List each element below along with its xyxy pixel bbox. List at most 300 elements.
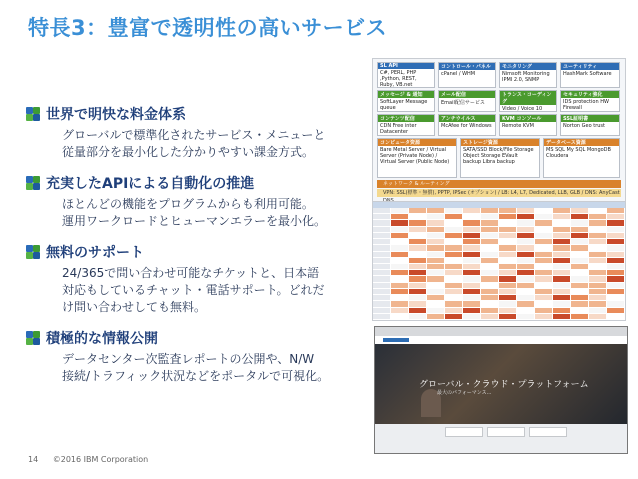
table-cell bbox=[535, 295, 552, 300]
table-cell bbox=[589, 295, 606, 300]
table-cell bbox=[535, 308, 552, 313]
table-cell bbox=[535, 289, 552, 294]
table-cell bbox=[373, 227, 390, 232]
bullet-heading: 無料のサポート bbox=[46, 245, 144, 261]
bullet-icon bbox=[26, 245, 40, 259]
table-cell bbox=[553, 220, 570, 225]
table-cell bbox=[373, 295, 390, 300]
table-cell bbox=[445, 233, 462, 238]
table-cell bbox=[409, 220, 426, 225]
table-cell bbox=[553, 233, 570, 238]
table-cell bbox=[589, 308, 606, 313]
browser-bar bbox=[375, 327, 627, 336]
table-cell bbox=[481, 295, 498, 300]
table-cell bbox=[391, 283, 408, 288]
table-cell bbox=[535, 233, 552, 238]
table-cell bbox=[445, 227, 462, 232]
table-cell bbox=[589, 283, 606, 288]
table-cell bbox=[571, 227, 588, 232]
table-cell bbox=[481, 270, 498, 275]
table-cell bbox=[571, 283, 588, 288]
bullet-body: 24/365で問い合わせ可能なチケットと、日本語 対応もしているチャット・電話サポート。どれだ け問い合わせしても無料。 bbox=[62, 266, 325, 314]
table-cell bbox=[517, 270, 534, 275]
table-cell bbox=[463, 314, 480, 319]
bullet-body: ほとんどの機能をプログラムからも利用可能。 運用ワークロードとヒューマンエラーを最小化。 bbox=[62, 197, 327, 228]
table-cell bbox=[373, 220, 390, 225]
table-cell bbox=[373, 258, 390, 263]
table-cell bbox=[445, 276, 462, 281]
table-cell bbox=[607, 208, 624, 213]
table-cell bbox=[463, 214, 480, 219]
table-cell bbox=[409, 270, 426, 275]
table-cell bbox=[535, 258, 552, 263]
service-box: モニタリング Nimsoft Monitoring IPMI 2.0, SNMP bbox=[499, 62, 557, 88]
table-cell bbox=[427, 233, 444, 238]
table-cell bbox=[499, 208, 516, 213]
table-cell bbox=[517, 276, 534, 281]
table-cell bbox=[391, 295, 408, 300]
table-cell bbox=[553, 264, 570, 269]
table-cell bbox=[517, 308, 534, 313]
table-cell bbox=[409, 252, 426, 257]
table-cell bbox=[373, 276, 390, 281]
table-cell bbox=[607, 245, 624, 250]
table-cell bbox=[427, 295, 444, 300]
table-cell bbox=[499, 283, 516, 288]
table-cell bbox=[517, 283, 534, 288]
table-cell bbox=[409, 239, 426, 244]
table-grid bbox=[373, 208, 625, 320]
table-cell bbox=[553, 283, 570, 288]
table-cell bbox=[427, 301, 444, 306]
table-cell bbox=[589, 314, 606, 319]
table-cell bbox=[463, 245, 480, 250]
table-cell bbox=[553, 301, 570, 306]
table-cell bbox=[373, 308, 390, 313]
bullet-icon bbox=[26, 176, 40, 190]
table-cell bbox=[499, 245, 516, 250]
table-cell bbox=[391, 308, 408, 313]
table-cell bbox=[373, 208, 390, 213]
table-cell bbox=[535, 270, 552, 275]
table-cell bbox=[481, 233, 498, 238]
table-cell bbox=[445, 252, 462, 257]
table-cell bbox=[499, 308, 516, 313]
table-cell bbox=[553, 308, 570, 313]
table-cell bbox=[445, 301, 462, 306]
table-cell bbox=[373, 239, 390, 244]
table-cell bbox=[517, 214, 534, 219]
website-tile bbox=[487, 427, 525, 437]
table-cell bbox=[607, 214, 624, 219]
table-cell bbox=[499, 289, 516, 294]
table-cell bbox=[409, 233, 426, 238]
table-cell bbox=[409, 314, 426, 319]
table-cell bbox=[571, 276, 588, 281]
table-cell bbox=[391, 270, 408, 275]
table-cell bbox=[373, 214, 390, 219]
table-cell bbox=[391, 220, 408, 225]
table-cell bbox=[481, 258, 498, 263]
table-cell bbox=[427, 245, 444, 250]
table-cell bbox=[481, 239, 498, 244]
table-cell bbox=[499, 295, 516, 300]
table-cell bbox=[607, 258, 624, 263]
table-cell bbox=[535, 283, 552, 288]
table-cell bbox=[517, 245, 534, 250]
table-cell bbox=[373, 314, 390, 319]
bullet-item bbox=[26, 242, 366, 316]
table-cell bbox=[553, 289, 570, 294]
bullet-icon bbox=[26, 107, 40, 121]
table-cell bbox=[427, 214, 444, 219]
table-cell bbox=[427, 252, 444, 257]
table-cell bbox=[481, 252, 498, 257]
table-cell bbox=[427, 283, 444, 288]
table-cell bbox=[553, 239, 570, 244]
table-cell bbox=[409, 276, 426, 281]
table-cell bbox=[571, 270, 588, 275]
table-cell bbox=[517, 314, 534, 319]
bullet-heading: 積極的な情報公開 bbox=[46, 331, 158, 347]
table-cell bbox=[517, 220, 534, 225]
table-cell bbox=[445, 258, 462, 263]
table-cell bbox=[589, 208, 606, 213]
network-band: ネットワーク & ルーティング bbox=[377, 180, 621, 188]
table-cell bbox=[481, 308, 498, 313]
table-cell bbox=[589, 264, 606, 269]
table-cell bbox=[571, 264, 588, 269]
table-cell bbox=[373, 264, 390, 269]
table-cell bbox=[535, 239, 552, 244]
table-cell bbox=[481, 314, 498, 319]
table-cell bbox=[427, 276, 444, 281]
table-cell bbox=[463, 289, 480, 294]
services-diagram bbox=[372, 58, 626, 202]
table-cell bbox=[589, 214, 606, 219]
table-cell bbox=[445, 239, 462, 244]
table-cell bbox=[589, 270, 606, 275]
table-cell bbox=[499, 252, 516, 257]
table-cell bbox=[499, 239, 516, 244]
table-cell bbox=[373, 270, 390, 275]
table-cell bbox=[409, 308, 426, 313]
table-cell bbox=[373, 245, 390, 250]
slide-title: 特長3：豊富で透明性の高いサービス bbox=[28, 16, 388, 40]
table-cell bbox=[445, 314, 462, 319]
table-cell bbox=[499, 227, 516, 232]
table-cell bbox=[571, 314, 588, 319]
table-cell bbox=[409, 264, 426, 269]
table-cell bbox=[445, 220, 462, 225]
table-cell bbox=[409, 283, 426, 288]
table-cell bbox=[517, 258, 534, 263]
table-cell bbox=[445, 295, 462, 300]
table-cell bbox=[445, 289, 462, 294]
table-cell bbox=[535, 227, 552, 232]
table-cell bbox=[391, 239, 408, 244]
table-cell bbox=[607, 220, 624, 225]
table-cell bbox=[517, 264, 534, 269]
table-cell bbox=[535, 208, 552, 213]
table-cell bbox=[571, 252, 588, 257]
bullet-heading: 充実したAPIによる自動化の推進 bbox=[46, 176, 255, 192]
table-cell bbox=[463, 252, 480, 257]
service-box: コントロール・パネル cPanel / WHM bbox=[438, 62, 496, 88]
table-cell bbox=[427, 314, 444, 319]
table-cell bbox=[463, 295, 480, 300]
table-cell bbox=[409, 289, 426, 294]
table-cell bbox=[535, 301, 552, 306]
table-cell bbox=[553, 252, 570, 257]
table-cell bbox=[463, 220, 480, 225]
table-cell bbox=[517, 295, 534, 300]
service-box: アンチウイルス McAfee for Windows bbox=[438, 114, 496, 136]
table-cell bbox=[481, 276, 498, 281]
table-cell bbox=[409, 258, 426, 263]
table-cell bbox=[463, 270, 480, 275]
table-cell bbox=[607, 227, 624, 232]
table-cell bbox=[517, 252, 534, 257]
table-cell bbox=[427, 227, 444, 232]
website-hero-text: グローバル・クラウド・プラットフォーム bbox=[419, 380, 589, 390]
table-cell bbox=[499, 258, 516, 263]
bullet-body: グローバルで標準化されたサービス・メニューと 従量部分を最小化した分かりやすい課金方式。 bbox=[62, 128, 326, 159]
table-cell bbox=[571, 308, 588, 313]
table-cell bbox=[463, 283, 480, 288]
table-cell bbox=[445, 308, 462, 313]
table-cell bbox=[373, 289, 390, 294]
website-screenshot bbox=[374, 326, 628, 454]
table-cell bbox=[499, 264, 516, 269]
table-cell bbox=[571, 245, 588, 250]
table-cell bbox=[607, 314, 624, 319]
table-cell bbox=[445, 264, 462, 269]
table-cell bbox=[373, 252, 390, 257]
table-cell bbox=[391, 301, 408, 306]
table-cell bbox=[535, 314, 552, 319]
table-cell bbox=[481, 301, 498, 306]
table-cell bbox=[463, 308, 480, 313]
website-logo bbox=[383, 338, 409, 342]
table-cell bbox=[589, 301, 606, 306]
table-cell bbox=[553, 314, 570, 319]
table-cell bbox=[409, 245, 426, 250]
table-cell bbox=[571, 233, 588, 238]
service-box: KVM コンソール Remote KVM bbox=[499, 114, 557, 136]
table-cell bbox=[589, 245, 606, 250]
table-cell bbox=[481, 208, 498, 213]
table-cell bbox=[607, 233, 624, 238]
table-cell bbox=[445, 208, 462, 213]
table-cell bbox=[517, 227, 534, 232]
table-cell bbox=[517, 208, 534, 213]
table-cell bbox=[553, 214, 570, 219]
table-cell bbox=[391, 214, 408, 219]
table-cell bbox=[535, 252, 552, 257]
table-cell bbox=[481, 289, 498, 294]
table-cell bbox=[481, 283, 498, 288]
table-cell bbox=[607, 239, 624, 244]
table-cell bbox=[391, 289, 408, 294]
table-cell bbox=[391, 227, 408, 232]
traffic-table-screenshot bbox=[372, 201, 626, 321]
table-cell bbox=[499, 214, 516, 219]
table-cell bbox=[517, 239, 534, 244]
table-cell bbox=[409, 227, 426, 232]
table-cell bbox=[553, 227, 570, 232]
table-cell bbox=[391, 314, 408, 319]
table-cell bbox=[553, 258, 570, 263]
table-cell bbox=[499, 233, 516, 238]
table-cell bbox=[409, 301, 426, 306]
table-cell bbox=[481, 245, 498, 250]
service-box: メール配信 Email配信サービス bbox=[438, 90, 496, 112]
table-cell bbox=[553, 276, 570, 281]
bullet-list bbox=[26, 104, 366, 397]
table-cell bbox=[427, 270, 444, 275]
table-cell bbox=[571, 301, 588, 306]
service-box: コンピュータ资源 Bare Metal Server / Virtual Server (Private Node) / Virtual Server (Public Node) bbox=[377, 138, 457, 178]
table-cell bbox=[553, 208, 570, 213]
table-cell bbox=[571, 295, 588, 300]
footer bbox=[28, 455, 160, 464]
table-cell bbox=[427, 258, 444, 263]
table-cell bbox=[427, 289, 444, 294]
table-cell bbox=[481, 264, 498, 269]
service-box: ユーティリティ HashMark Software bbox=[560, 62, 620, 88]
table-cell bbox=[391, 208, 408, 213]
table-cell bbox=[427, 308, 444, 313]
table-cell bbox=[391, 252, 408, 257]
page-number: 14 bbox=[28, 455, 39, 464]
table-cell bbox=[607, 289, 624, 294]
table-cell bbox=[571, 220, 588, 225]
table-cell bbox=[391, 276, 408, 281]
table-cell bbox=[391, 233, 408, 238]
table-cell bbox=[607, 301, 624, 306]
table-cell bbox=[499, 270, 516, 275]
table-cell bbox=[553, 295, 570, 300]
table-cell bbox=[571, 289, 588, 294]
table-cell bbox=[535, 264, 552, 269]
website-tile bbox=[445, 427, 483, 437]
table-cell bbox=[607, 283, 624, 288]
table-cell bbox=[391, 264, 408, 269]
table-cell bbox=[373, 301, 390, 306]
table-cell bbox=[427, 220, 444, 225]
table-cell bbox=[499, 276, 516, 281]
table-cell bbox=[571, 208, 588, 213]
table-cell bbox=[517, 289, 534, 294]
table-cell bbox=[445, 245, 462, 250]
table-cell bbox=[607, 276, 624, 281]
table-cell bbox=[571, 239, 588, 244]
table-cell bbox=[463, 239, 480, 244]
table-cell bbox=[463, 227, 480, 232]
table-cell bbox=[535, 245, 552, 250]
table-cell bbox=[553, 270, 570, 275]
table-cell bbox=[409, 208, 426, 213]
table-cell bbox=[517, 233, 534, 238]
table-cell bbox=[589, 258, 606, 263]
table-cell bbox=[535, 220, 552, 225]
service-box: データベース資源 MS SQL My SQL MongoDB Cloudera bbox=[543, 138, 620, 178]
table-cell bbox=[499, 301, 516, 306]
table-cell bbox=[589, 227, 606, 232]
table-cell bbox=[553, 245, 570, 250]
table-cell bbox=[481, 220, 498, 225]
bullet-item bbox=[26, 173, 366, 230]
table-cell bbox=[463, 264, 480, 269]
table-cell bbox=[607, 295, 624, 300]
table-cell bbox=[607, 252, 624, 257]
bullet-heading: 世界で明快な料金体系 bbox=[46, 107, 186, 123]
table-cell bbox=[571, 258, 588, 263]
table-cell bbox=[571, 214, 588, 219]
table-cell bbox=[409, 214, 426, 219]
table-cell bbox=[445, 270, 462, 275]
table-cell bbox=[481, 227, 498, 232]
table-cell bbox=[589, 239, 606, 244]
table-cell bbox=[373, 233, 390, 238]
table-cell bbox=[409, 295, 426, 300]
service-box: SSL証明書 Norton Geo trust bbox=[560, 114, 620, 136]
website-hero-sub: 最大のパフォーマンス... bbox=[437, 390, 492, 396]
table-cell bbox=[427, 239, 444, 244]
website-nav bbox=[375, 336, 627, 344]
table-cell bbox=[463, 301, 480, 306]
service-box: SL API C#, PERL, PHP ,Python, REST, Ruby, VB.net bbox=[377, 62, 435, 88]
table-cell bbox=[589, 220, 606, 225]
table-cell bbox=[607, 308, 624, 313]
table-cell bbox=[589, 289, 606, 294]
copyright: ©2016 IBM Corporation bbox=[52, 455, 149, 464]
table-cell bbox=[589, 233, 606, 238]
table-cell bbox=[499, 220, 516, 225]
bullet-item bbox=[26, 328, 366, 385]
table-cell bbox=[607, 270, 624, 275]
table-cell bbox=[391, 258, 408, 263]
table-cell bbox=[607, 264, 624, 269]
table-cell bbox=[427, 264, 444, 269]
table-cell bbox=[589, 252, 606, 257]
service-box: コンテンツ配信 CDN Free inter Datacenter bbox=[377, 114, 435, 136]
service-box: トランス・コーディング Video / Voice 10 bbox=[499, 90, 557, 112]
table-cell bbox=[391, 245, 408, 250]
table-cell bbox=[445, 214, 462, 219]
service-box: セキュリティ強化 IDS protection HW Firewall bbox=[560, 90, 620, 112]
table-cell bbox=[463, 233, 480, 238]
table-cell bbox=[499, 314, 516, 319]
service-box: ストレージ資源 SATA/SSD Block/File Storage Object Storage EVault backup Libra backup bbox=[460, 138, 540, 178]
table-cell bbox=[427, 208, 444, 213]
table-cell bbox=[535, 276, 552, 281]
table-cell bbox=[463, 258, 480, 263]
table-cell bbox=[463, 276, 480, 281]
bullet-item bbox=[26, 104, 366, 161]
table-cell bbox=[535, 214, 552, 219]
table-cell bbox=[463, 208, 480, 213]
table-cell bbox=[481, 214, 498, 219]
table-cell bbox=[517, 301, 534, 306]
table-cell bbox=[445, 283, 462, 288]
website-tile bbox=[529, 427, 567, 437]
service-box: メッセージ & 通知 SoftLayer Message queue bbox=[377, 90, 435, 112]
bullet-body: データセンター次監査レポートの公開や、N/W 接続/トラフィック状況などをポータルで可視化。 bbox=[62, 352, 330, 383]
bullet-icon bbox=[26, 331, 40, 345]
table-cell bbox=[589, 276, 606, 281]
